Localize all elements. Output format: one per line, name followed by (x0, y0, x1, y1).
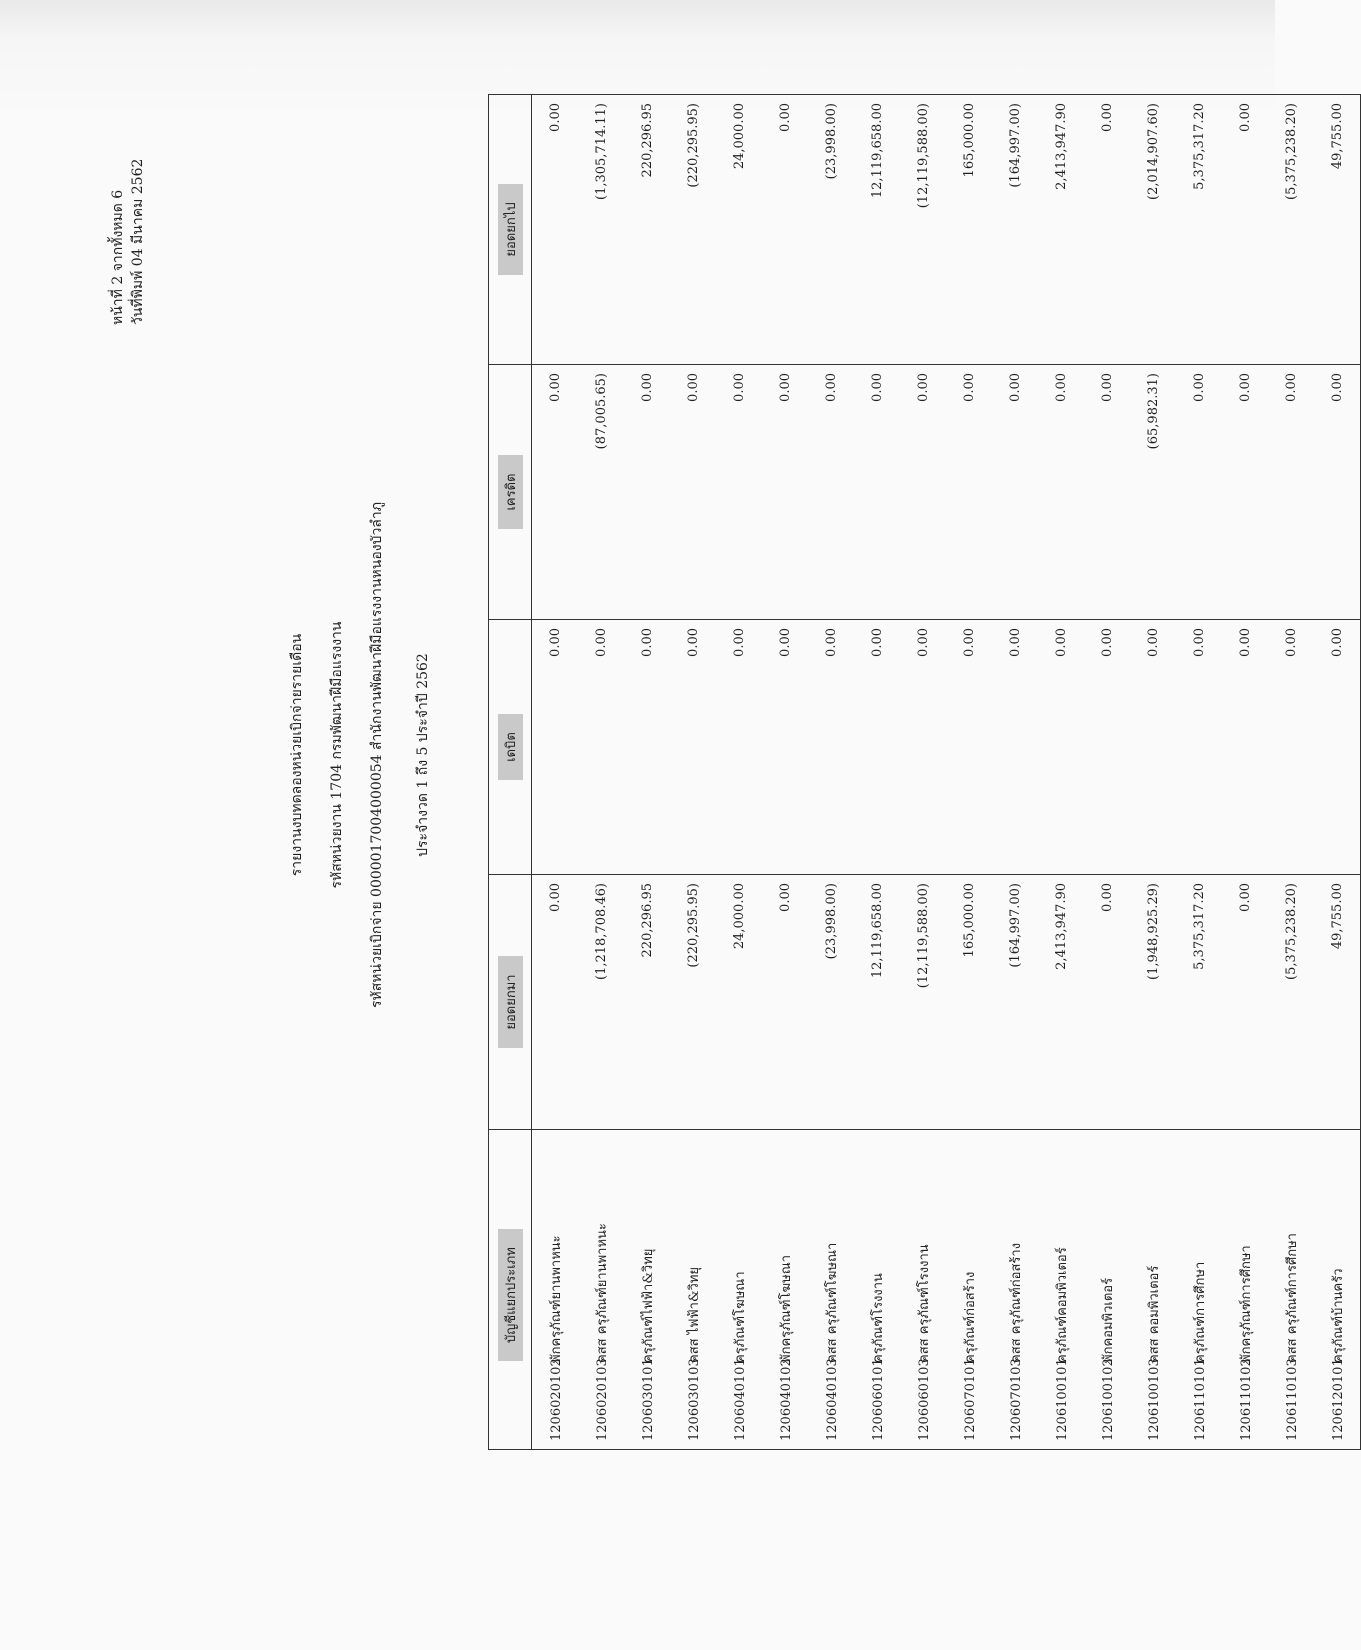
account-cell (670, 1130, 716, 1450)
closing-cell: 220,296.95 (624, 95, 670, 365)
print-date: วันที่พิมพ์ 04 มีนาคม 2562 (130, 158, 146, 325)
account-name: คสส ครุภัณฑ์ยานพาหนะ (594, 1223, 610, 1363)
account-code: 1206040103 (824, 1358, 840, 1441)
account-code: 1206070103 (1008, 1358, 1024, 1441)
account-name: ครุภัณฑ์การศึกษา (1192, 1261, 1208, 1363)
closing-cell: 5,375,317.20 (1176, 95, 1222, 365)
closing-cell: 0.00 (532, 95, 579, 365)
table-row (1084, 95, 1130, 1450)
account-cell (900, 1130, 946, 1450)
account-name: คสส ไฟฟ้า&วิทยุ (686, 1266, 702, 1363)
account-name: ครุภัณฑ์ก่อสร้าง (962, 1271, 978, 1363)
closing-cell: (2,014,907.60) (1130, 95, 1176, 365)
table-header-row (489, 95, 532, 1450)
table-row (992, 95, 1038, 1450)
closing-cell: (164,997.00) (992, 95, 1038, 365)
credit-cell: 0.00 (1222, 365, 1268, 620)
header-debit: เดบิต (489, 620, 532, 875)
debit-cell: 0.00 (1222, 620, 1268, 875)
account-cell (762, 1130, 808, 1450)
table-row (900, 95, 946, 1450)
credit-cell: 0.00 (900, 365, 946, 620)
account-code: 1206110103 (1284, 1358, 1300, 1441)
account-cell (1084, 1130, 1130, 1450)
debit-cell: 0.00 (532, 620, 579, 875)
opening-cell: 0.00 (762, 875, 808, 1130)
table-row (1130, 95, 1176, 1450)
credit-cell: 0.00 (1314, 365, 1361, 620)
closing-cell: (5,375,238.20) (1268, 95, 1314, 365)
opening-cell: 0.00 (1222, 875, 1268, 1130)
opening-cell: 12,119,658.00 (854, 875, 900, 1130)
account-cell (1038, 1130, 1084, 1450)
account-cell (1268, 1130, 1314, 1450)
credit-cell: 0.00 (670, 365, 716, 620)
debit-cell: 0.00 (1084, 620, 1130, 875)
account-cell (1314, 1130, 1361, 1450)
closing-cell: 165,000.00 (946, 95, 992, 365)
table-row (670, 95, 716, 1450)
credit-cell: 0.00 (992, 365, 1038, 620)
page-info (108, 25, 148, 325)
page-number: หน้าที่ 2 จากทั้งหมด 6 (110, 189, 126, 325)
account-code: 1206030103 (686, 1358, 702, 1441)
table-row (808, 95, 854, 1450)
account-code: 1206040101 (732, 1358, 748, 1441)
header-account: บัญชีแยกประเภท (489, 1130, 532, 1450)
table-row (1222, 95, 1268, 1450)
account-code: 1206060103 (916, 1358, 932, 1441)
table-row (946, 95, 992, 1450)
account-code: 1206040102 (778, 1358, 794, 1441)
account-name: คสส ครุภัณฑ์การศึกษา (1284, 1233, 1300, 1363)
opening-cell: (12,119,588.00) (900, 875, 946, 1130)
opening-cell: (220,295.95) (670, 875, 716, 1130)
opening-cell: 5,375,317.20 (1176, 875, 1222, 1130)
agency-line: รหัสหน่วยงาน 1704 กรมพัฒนาฝีมือแรงงาน (329, 621, 345, 889)
table-row (716, 95, 762, 1450)
credit-cell: 0.00 (1268, 365, 1314, 620)
table-row (1038, 95, 1084, 1450)
debit-cell: 0.00 (1176, 620, 1222, 875)
account-name: คสส ครุภัณฑ์โรงงาน (916, 1244, 932, 1363)
opening-cell: 0.00 (532, 875, 579, 1130)
account-cell (992, 1130, 1038, 1450)
table-row (624, 95, 670, 1450)
closing-cell: (220,295.95) (670, 95, 716, 365)
account-cell (1176, 1130, 1222, 1450)
account-cell (1222, 1130, 1268, 1450)
table-row (762, 95, 808, 1450)
account-name: พักครุภัณฑ์โฆษณา (778, 1254, 794, 1363)
closing-cell: 24,000.00 (716, 95, 762, 365)
account-cell (532, 1130, 579, 1450)
opening-cell: 49,755.00 (1314, 875, 1361, 1130)
opening-cell: (1,218,708.46) (578, 875, 624, 1130)
credit-cell: 0.00 (1084, 365, 1130, 620)
closing-cell: 12,119,658.00 (854, 95, 900, 365)
trial-balance-table (488, 94, 1361, 1450)
account-name: ครุภัณฑ์โฆษณา (732, 1271, 748, 1363)
debit-cell: 0.00 (762, 620, 808, 875)
account-code: 1206110101 (1192, 1358, 1208, 1441)
account-name: พักครุภัณฑ์การศึกษา (1238, 1245, 1254, 1363)
account-code: 1206110102 (1238, 1358, 1254, 1441)
account-name: ครุภัณฑ์ไฟฟ้า&วิทยุ (640, 1248, 656, 1363)
opening-cell: 2,413,947.90 (1038, 875, 1084, 1130)
account-name: พักครุภัณฑ์ยานพาหนะ (548, 1235, 564, 1363)
debit-cell: 0.00 (992, 620, 1038, 875)
header-opening: ยอดยกมา (489, 875, 532, 1130)
debit-cell: 0.00 (1038, 620, 1084, 875)
opening-cell: (23,998.00) (808, 875, 854, 1130)
opening-cell: (5,375,238.20) (1268, 875, 1314, 1130)
table-row (854, 95, 900, 1450)
credit-cell: 0.00 (946, 365, 992, 620)
account-name: คสส ครุภัณฑ์โฆษณา (824, 1242, 840, 1363)
credit-cell: 0.00 (762, 365, 808, 620)
account-cell (1130, 1130, 1176, 1450)
report-page (110, 55, 1346, 1455)
credit-cell: 0.00 (716, 365, 762, 620)
account-name: ครุภัณฑ์โรงงาน (870, 1273, 886, 1363)
opening-cell: 220,296.95 (624, 875, 670, 1130)
opening-cell: 165,000.00 (946, 875, 992, 1130)
debit-cell: 0.00 (1130, 620, 1176, 875)
account-code: 1206100103 (1146, 1358, 1162, 1441)
debit-cell: 0.00 (900, 620, 946, 875)
account-code: 1206020103 (594, 1358, 610, 1441)
report-title: รายงานงบทดลองหน่วยเบิกจ่ายรายเดือน (289, 633, 305, 877)
credit-cell: 0.00 (1038, 365, 1084, 620)
debit-cell: 0.00 (624, 620, 670, 875)
table-row (532, 95, 579, 1450)
closing-cell: 2,413,947.90 (1038, 95, 1084, 365)
opening-cell: (1,948,925.29) (1130, 875, 1176, 1130)
debit-cell: 0.00 (946, 620, 992, 875)
debit-cell: 0.00 (854, 620, 900, 875)
credit-cell: 0.00 (854, 365, 900, 620)
closing-cell: 0.00 (1084, 95, 1130, 365)
account-code: 1206070101 (962, 1358, 978, 1441)
period-line: ประจำงวด 1 ถึง 5 ประจำปี 2562 (415, 653, 431, 857)
debit-cell: 0.00 (578, 620, 624, 875)
debit-cell: 0.00 (1268, 620, 1314, 875)
account-cell (624, 1130, 670, 1450)
account-code: 1206060101 (870, 1358, 886, 1441)
debit-cell: 0.00 (716, 620, 762, 875)
account-cell (716, 1130, 762, 1450)
account-name: พักคอมพิวเตอร์ (1100, 1277, 1116, 1363)
debit-cell: 0.00 (670, 620, 716, 875)
opening-cell: (164,997.00) (992, 875, 1038, 1130)
closing-cell: (23,998.00) (808, 95, 854, 365)
account-name: ครุภัณฑ์บ้านครัว (1330, 1268, 1346, 1363)
account-name: คสส คอมพิวเตอร์ (1146, 1265, 1162, 1363)
closing-cell: (12,119,588.00) (900, 95, 946, 365)
account-cell (854, 1130, 900, 1450)
account-code: 1206100101 (1054, 1358, 1070, 1441)
table-row (578, 95, 624, 1450)
credit-cell: (87,005.65) (578, 365, 624, 620)
credit-cell: 0.00 (624, 365, 670, 620)
opening-cell: 0.00 (1084, 875, 1130, 1130)
report-header (288, 55, 488, 1455)
table-row (1268, 95, 1314, 1450)
credit-cell: (65,982.31) (1130, 365, 1176, 620)
account-code: 1206020102 (548, 1358, 564, 1441)
account-code: 1206120101 (1330, 1358, 1346, 1441)
account-code: 1206030101 (640, 1358, 656, 1441)
account-cell (578, 1130, 624, 1450)
opening-cell: 24,000.00 (716, 875, 762, 1130)
account-cell (946, 1130, 992, 1450)
credit-cell: 0.00 (1176, 365, 1222, 620)
account-name: ครุภัณฑ์คอมพิวเตอร์ (1054, 1247, 1070, 1363)
closing-cell: (1,305,714.11) (578, 95, 624, 365)
closing-cell: 0.00 (762, 95, 808, 365)
table-row (1176, 95, 1222, 1450)
debit-cell: 0.00 (1314, 620, 1361, 875)
debit-cell: 0.00 (808, 620, 854, 875)
account-name: คสส ครุภัณฑ์ก่อสร้าง (1008, 1242, 1024, 1363)
closing-cell: 49,755.00 (1314, 95, 1361, 365)
disbursement-unit-line: รหัสหน่วยเบิกจ่าย 0000017004000054 สำนักงานพัฒนาฝีมือแรงงานหนองบัวลำภู (369, 502, 385, 1008)
header-closing: ยอดยกไป (489, 95, 532, 365)
table-row (1314, 95, 1361, 1450)
header-credit: เครดิต (489, 365, 532, 620)
account-cell (808, 1130, 854, 1450)
closing-cell: 0.00 (1222, 95, 1268, 365)
credit-cell: 0.00 (808, 365, 854, 620)
credit-cell: 0.00 (532, 365, 579, 620)
account-code: 1206100102 (1100, 1358, 1116, 1441)
